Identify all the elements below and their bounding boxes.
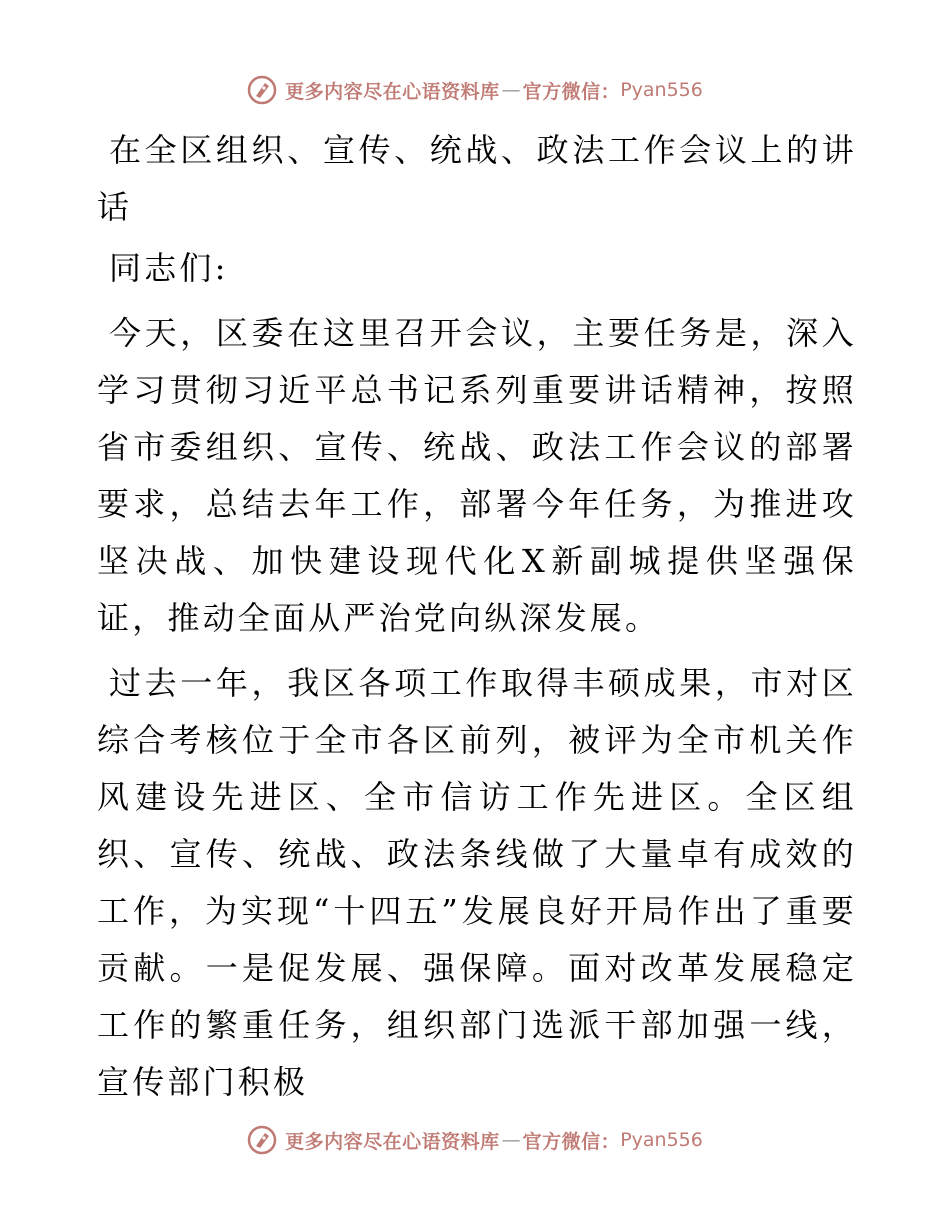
pen-nib-logo-icon xyxy=(247,75,277,105)
watermark-wechat-id: Pyan556 xyxy=(620,79,703,101)
document-title: 在全区组织、宣传、统战、政法工作会议上的讲话 xyxy=(97,131,857,226)
document-body xyxy=(97,122,857,1119)
pen-nib-logo-icon xyxy=(247,1125,277,1155)
paragraph-2: 过去一年，我区各项工作取得丰硕成果，市对区综合考核位于全市各区前列，被评为全市机关作风建设先进区、全市信访工作先进区。全区组织、宣传、统战、政法条线做了大量卓有成效的工作，为实现“十四五”发展良好开局作出了重要贡献。一是促发展、强保障。面对改革发展稳定工作的繁重任务，组织部门选派干部加强一线，宣传部门积极 xyxy=(97,664,857,1101)
watermark-wechat-label: 官方微信： xyxy=(522,80,621,103)
watermark-wechat-id: Pyan556 xyxy=(620,1129,703,1151)
watermark-separator: — xyxy=(501,79,521,101)
watermark-brand-text: 更多内容尽在心语资料库 xyxy=(285,1130,500,1153)
footer-watermark xyxy=(0,1122,950,1158)
watermark-separator: — xyxy=(501,1129,521,1151)
greeting: 同志们: xyxy=(109,249,229,287)
paragraph-1: 今天，区委在这里召开会议，主要任务是，深入学习贯彻习近平总书记系列重要讲话精神，按照省市委组织、宣传、统战、政法工作会议的部署要求，总结去年工作，部署今年任务，为推进攻坚决战、加快建设现代化X新副城提供坚强保证，推动全面从严治党向纵深发展。 xyxy=(97,314,857,637)
header-watermark xyxy=(0,72,950,108)
watermark-wechat-label: 官方微信： xyxy=(522,1130,621,1153)
watermark-brand-text: 更多内容尽在心语资料库 xyxy=(285,80,500,103)
